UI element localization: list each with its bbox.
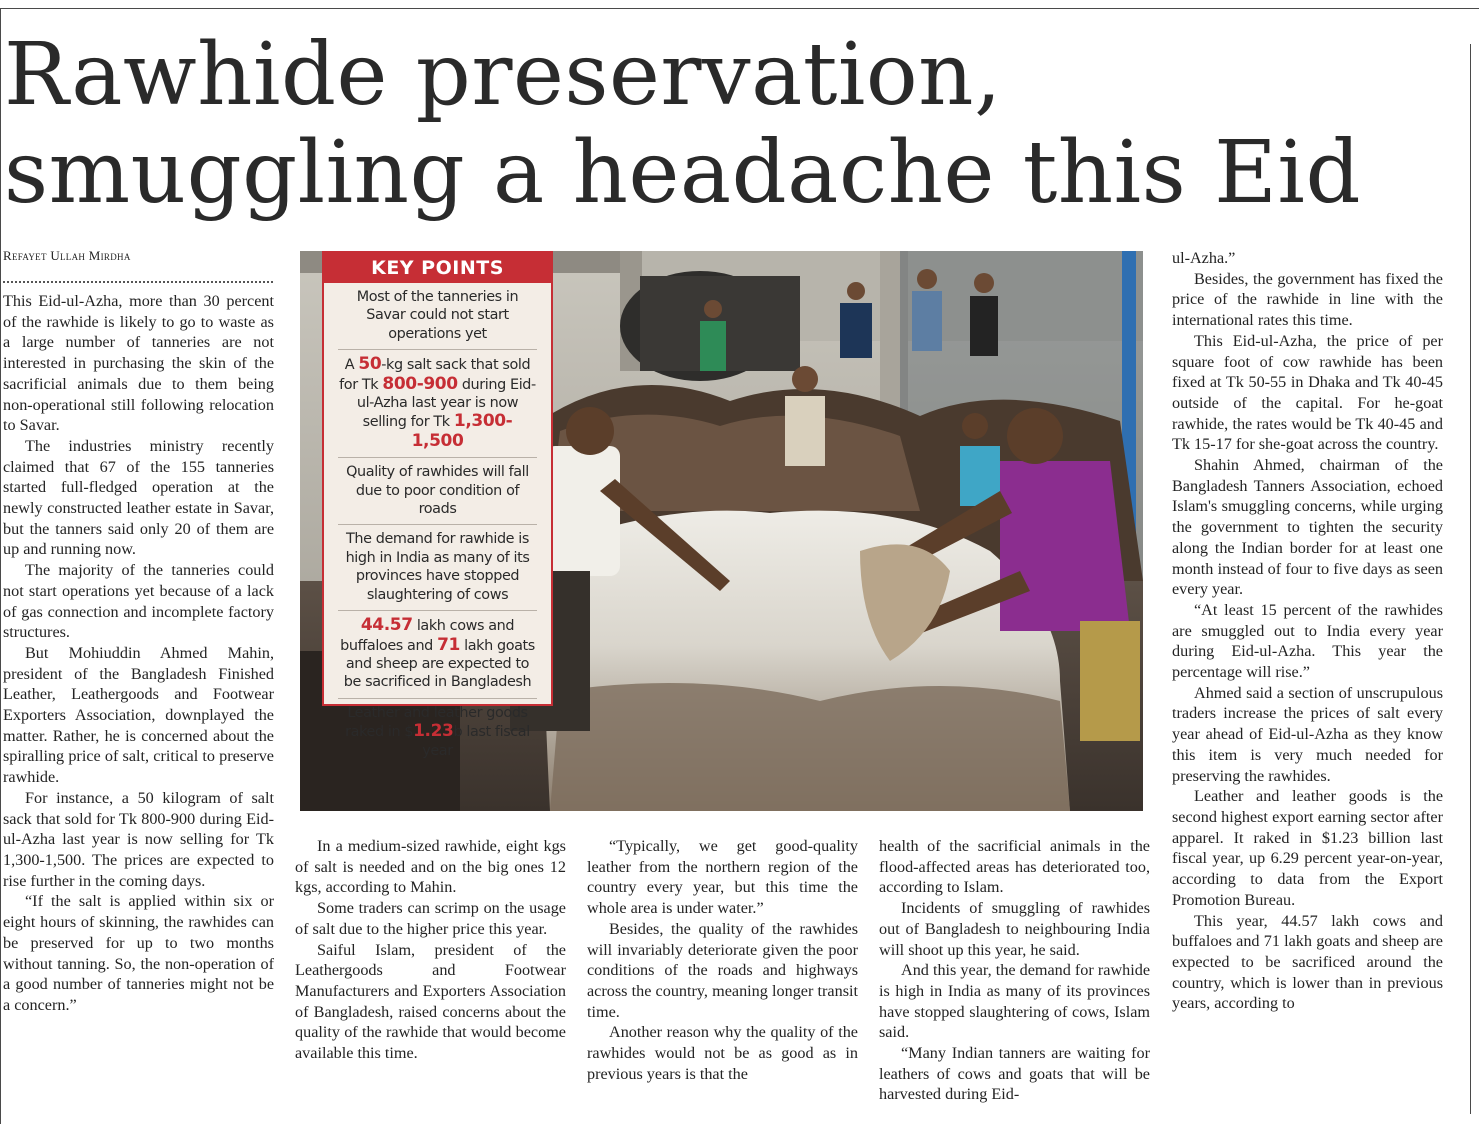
article-column-5 — [1172, 248, 1443, 1014]
paragraph: “Many Indian tanners are waiting for leathers of cows and goats that will be harvested during Eid- — [879, 1044, 1150, 1104]
key-point-figure: 800-900 — [382, 373, 458, 394]
key-points-heading: KEY POINTS — [324, 253, 551, 283]
paragraph: “Typically, we get good-quality leather from the northern region of the country every year, but this time the whole area is under water.” — [587, 837, 858, 918]
key-point-text: Most of the tanneries in Savar could not start operations yet — [356, 289, 519, 342]
paragraph: Besides, the quality of the rawhides will invariably deteriorate given the poor conditions of the roads and highways across the country, meaning longer transit time. — [587, 919, 858, 1021]
article-column-1 — [3, 291, 274, 1016]
headline: Rawhide preservation, smuggling a headache this Eid — [4, 25, 1361, 223]
key-point-text: A — [344, 357, 359, 374]
key-point-figure: 50 — [358, 354, 382, 375]
key-point-text: lakh cows and buffaloes and — [340, 618, 515, 654]
paragraph: This Eid-ul-Azha, the price of per square foot of cow rawhide has been fixed at Tk 50-55 in Dhaka and Tk 40-45 outside of the capital. For he-goat rawhide, the rates would be Tk 40-45 and Tk 15-17 for she-goat across the country. — [1172, 331, 1443, 454]
article-column-3 — [587, 836, 858, 1084]
key-points-box — [322, 251, 553, 759]
key-point-item — [338, 350, 537, 458]
paragraph: Shahin Ahmed, chairman of the Bangladesh Tanners Association, echoed Islam's smuggling concerns, while urging the government to tighten the security along the Indian border for at least one month instead of four to five days as seen every year. — [1172, 456, 1443, 599]
left-rule — [0, 8, 1, 1124]
byline-divider — [3, 281, 273, 283]
paragraph: But Mohiuddin Ahmed Mahin, president of the Bangladesh Finished Leather, Leathergoods and Footwear Exporters Association, downplayed the matter. Rather, he is concerned about the spiralling price of salt, critical to preserve rawhide. — [3, 643, 274, 787]
paragraph: And this year, the demand for rawhide is high in India as many of its provinces have stopped slaughtering of cows, Islam said. — [879, 961, 1150, 1042]
paragraph: “At least 15 percent of the rawhides are smuggled out to India every year during Eid-ul-Azha. This year the percentage will rise.” — [1172, 600, 1443, 682]
paragraph: Besides, the government has fixed the price of the rawhide in line with the international rates this time. — [1172, 269, 1443, 330]
key-point-figure: 1.23 — [413, 721, 454, 742]
key-point-figure: 1,300-1,500 — [411, 411, 513, 451]
key-point-item — [338, 699, 537, 766]
key-point-text: Quality of rawhides will fall due to poor condition of roads — [346, 464, 529, 518]
paragraph: Some traders can scrimp on the usage of salt due to the higher price this year. — [295, 899, 566, 938]
paragraph: The industries ministry recently claimed that 67 of the 155 tanneries started full-fledged operation at the newly constructed leather estate in Savar, but the tanners said only 20 of them are up and running now. — [3, 436, 274, 559]
paragraph: Saiful Islam, president of the Leathergoods and Footwear Manufacturers and Exporters Association of Bangladesh, raised concerns about the quality of the rawhide that would become available this time. — [295, 940, 566, 1063]
paragraph: This Eid-ul-Azha, more than 30 percent of the rawhide is likely to go to waste as a large number of tanneries are not interested in purchasing the skin of the sacrificial animals due to them being non-operational still following relocation to Savar. — [3, 292, 274, 435]
key-point-item — [338, 283, 537, 350]
key-point-text: during Eid-ul-Azha last year is now selling for Tk — [356, 376, 536, 431]
paragraph: This year, 44.57 lakh cows and buffaloes and 71 lakh goats and sheep are expected to be sacrificed around the country, which is lower than in previous years, according to — [1172, 911, 1443, 1013]
paragraph: health of the sacrificial animals in the flood-affected areas has deteriorated too, according to Islam. — [879, 837, 1150, 897]
paragraph: For instance, a 50 kilogram of salt sack that sold for Tk 800-900 during Eid-ul-Azha last year is now selling for Tk 1,300-1,500. The prices are expected to rise further in the coming days. — [3, 788, 274, 890]
key-point-text: Leather and leather goods raked in $ — [345, 704, 528, 741]
paragraph: In a medium-sized rawhide, eight kgs of salt is needed and on the big ones 12 kgs, according to Mahin. — [295, 837, 566, 897]
key-point-item — [338, 525, 537, 611]
key-point-text: lakh goats and sheep are expected to be sacrificed in Bangladesh — [343, 637, 535, 691]
byline: Refayet Ullah Mirdha — [3, 248, 131, 263]
paragraph: “If the salt is applied within six or eight hours of skinning, the rawhides can be preserved for up to two months without tanning. So, the non-operation of a good number of tanneries might not be a concern.” — [3, 892, 274, 1014]
paragraph: Leather and leather goods is the second highest export earning sector after apparel. It raked in $1.23 billion last fiscal year, up 6.29 percent year-on-year, according to data from the Export Promotion Bureau. — [1172, 787, 1443, 909]
key-point-item — [338, 458, 537, 525]
key-point-item — [338, 611, 537, 699]
article-column-2 — [295, 836, 566, 1064]
paragraph: Ahmed said a section of unscrupulous traders increase the prices of salt every year ahead of Eid-ul-Azha as they know this item is very much needed for preserving the rawhides. — [1172, 683, 1443, 785]
paragraph: The majority of the tanneries could not start operations yet because of a lack of gas connection and incomplete factory structures. — [3, 561, 274, 642]
key-point-text: b last fiscal year — [422, 724, 530, 759]
article-column-4 — [879, 836, 1150, 1105]
key-point-text: The demand for rawhide is high in India as many of its provinces have stopped slaughtering of cows — [345, 531, 530, 603]
key-point-figure: 71 — [437, 634, 460, 655]
key-point-figure: 44.57 — [360, 615, 413, 636]
paragraph: Another reason why the quality of the rawhides would not be as good as in previous years is that the — [587, 1023, 858, 1083]
top-rule — [0, 8, 1479, 9]
paragraph: Incidents of smuggling of rawhides out of Bangladesh to neighbouring India will shoot up this year, he said. — [879, 899, 1150, 959]
paragraph: ul-Azha.” — [1172, 249, 1236, 267]
key-point-text: -kg salt sack that sold for Tk — [339, 357, 531, 393]
